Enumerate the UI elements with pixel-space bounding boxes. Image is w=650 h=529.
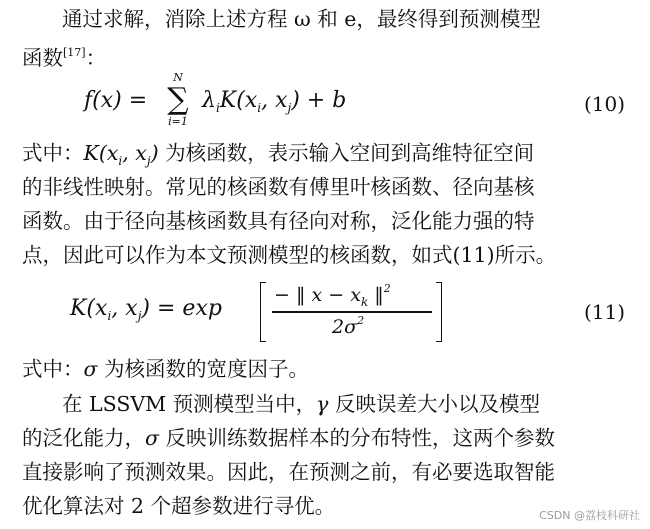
- subscript: k: [360, 295, 369, 309]
- paragraph-line: 的非线性映射。常见的核函数有傅里叶核函数、径向基核: [22, 175, 535, 199]
- kernel-term: ) + b: [291, 88, 347, 113]
- equation-number: (11): [583, 300, 625, 324]
- text: , x: [122, 141, 147, 165]
- kernel-term: , x: [261, 88, 288, 113]
- text: 2σ: [332, 316, 358, 338]
- right-bracket: [436, 282, 442, 342]
- subscript: j: [137, 309, 142, 323]
- left-bracket: [260, 282, 266, 342]
- fraction-bar: [272, 311, 432, 313]
- sum-upper-limit: N: [173, 71, 183, 84]
- symbol-gamma: γ: [316, 392, 329, 416]
- paragraph-line: 通过求解，消除上述方程 ω 和 e，最终得到预测模型: [62, 7, 541, 31]
- paragraph-line: 优化算法对 2 个超参数进行寻优。: [22, 494, 336, 518]
- text: 的泛化能力，: [22, 426, 145, 450]
- text: 式中：: [22, 141, 84, 165]
- watermark: CSDN @荔枝科研社: [539, 509, 640, 522]
- text: K(x: [83, 141, 119, 165]
- paragraph-line: [62, 387, 650, 421]
- superscript: 2: [383, 282, 391, 295]
- sum-symbol: ∑: [167, 82, 189, 117]
- subscript: j: [287, 101, 292, 115]
- sum-operator: [160, 72, 196, 128]
- fraction-numerator: [274, 282, 391, 309]
- text: 反映训练数据样本的分布特性，这两个参数: [159, 426, 556, 450]
- text: ‖: [368, 284, 384, 306]
- text: K(x: [70, 296, 108, 321]
- kernel-term: K(x: [219, 88, 258, 113]
- text: , x: [111, 296, 138, 321]
- paragraph-line: 函数。由于径向基核函数具有径向对称，泛化能力强的特: [22, 209, 535, 233]
- inline-kernel: [83, 141, 159, 168]
- text: ) = exp: [141, 296, 222, 321]
- lambda: λ: [202, 88, 216, 113]
- symbol-sigma: σ: [145, 426, 159, 450]
- paragraph-line: 直接影响了预测效果。因此，在预测之前，有必要选取智能: [22, 460, 555, 484]
- text: 函数: [22, 46, 63, 70]
- text: 式中：: [22, 357, 84, 381]
- fraction-denominator: [332, 314, 364, 338]
- subscript: i: [257, 101, 262, 115]
- superscript: 2: [357, 314, 365, 327]
- text: − ‖ x − x: [274, 284, 361, 306]
- text: 为核函数，表示输入空间到高维特征空间: [165, 141, 535, 165]
- subscript: i: [107, 309, 112, 323]
- eq10-lhs: f(x) =: [84, 88, 148, 113]
- sum-lower-limit: i=1: [168, 115, 188, 128]
- paragraph-line: 点，因此可以作为本文预测模型的核函数，如式(11)所示。: [22, 243, 557, 267]
- subscript: i: [215, 101, 220, 115]
- subscript: j: [146, 154, 151, 168]
- text: 反映误差大小以及模型: [328, 392, 540, 416]
- subscript: i: [118, 154, 123, 168]
- eq11-lhs: [70, 296, 222, 323]
- text: ：: [85, 46, 107, 70]
- citation-ref: [17]: [63, 46, 86, 59]
- paragraph-line: [22, 352, 632, 386]
- text: ): [150, 141, 159, 165]
- symbol-sigma: σ: [83, 357, 98, 381]
- text: 为核函数的宽度因子。: [97, 357, 310, 381]
- equation-number: (10): [583, 92, 625, 116]
- paragraph-line: [22, 36, 632, 75]
- paragraph-line: [22, 421, 632, 455]
- eq10-rhs: [202, 88, 346, 115]
- text: 在 LSSVM 预测模型当中，: [62, 392, 317, 416]
